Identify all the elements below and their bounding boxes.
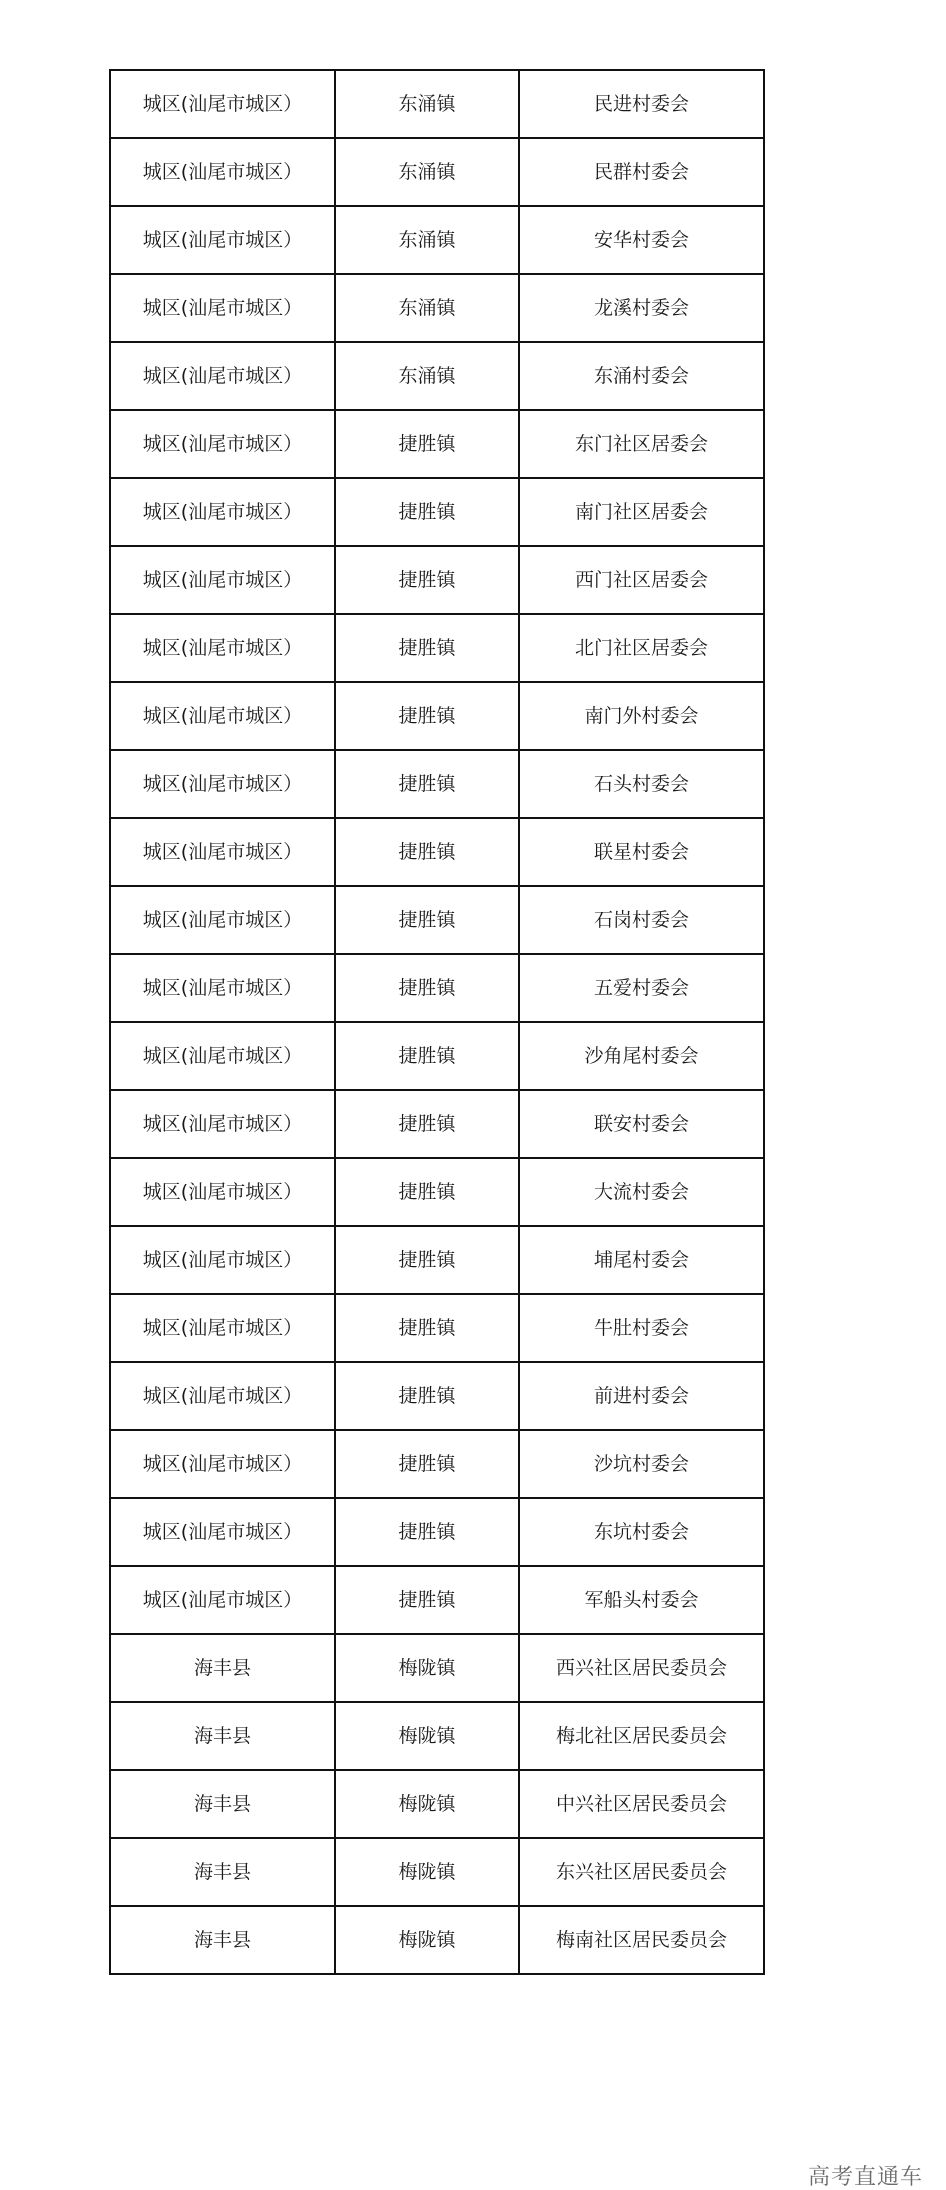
town-cell: 东涌镇	[335, 274, 519, 342]
district-cell: 城区(汕尾市城区）	[110, 546, 335, 614]
committee-cell: 东涌村委会	[519, 342, 764, 410]
table-row	[110, 70, 764, 138]
town-cell: 捷胜镇	[335, 750, 519, 818]
town-cell: 梅陇镇	[335, 1906, 519, 1974]
town-cell: 捷胜镇	[335, 614, 519, 682]
table-row	[110, 1702, 764, 1770]
town-cell: 捷胜镇	[335, 1022, 519, 1090]
district-cell: 城区(汕尾市城区）	[110, 682, 335, 750]
district-cell: 城区(汕尾市城区）	[110, 818, 335, 886]
town-cell: 捷胜镇	[335, 1566, 519, 1634]
committee-cell: 西兴社区居民委员会	[519, 1634, 764, 1702]
town-cell: 捷胜镇	[335, 1430, 519, 1498]
town-cell: 捷胜镇	[335, 1090, 519, 1158]
committee-cell: 沙坑村委会	[519, 1430, 764, 1498]
town-cell: 捷胜镇	[335, 954, 519, 1022]
district-cell: 海丰县	[110, 1702, 335, 1770]
district-cell: 城区(汕尾市城区）	[110, 1498, 335, 1566]
committee-cell: 南门外村委会	[519, 682, 764, 750]
committee-cell: 民进村委会	[519, 70, 764, 138]
district-cell: 城区(汕尾市城区）	[110, 1294, 335, 1362]
table-row	[110, 410, 764, 478]
committee-cell: 前进村委会	[519, 1362, 764, 1430]
committee-cell: 埔尾村委会	[519, 1226, 764, 1294]
district-cell: 海丰县	[110, 1770, 335, 1838]
table-row	[110, 1090, 764, 1158]
district-cell: 城区(汕尾市城区）	[110, 1158, 335, 1226]
town-cell: 梅陇镇	[335, 1770, 519, 1838]
town-cell: 捷胜镇	[335, 1498, 519, 1566]
table-row	[110, 750, 764, 818]
town-cell: 捷胜镇	[335, 1226, 519, 1294]
table-row	[110, 274, 764, 342]
town-cell: 东涌镇	[335, 206, 519, 274]
table-body	[110, 70, 764, 1974]
district-cell: 城区(汕尾市城区）	[110, 138, 335, 206]
district-cell: 城区(汕尾市城区）	[110, 614, 335, 682]
town-cell: 捷胜镇	[335, 1294, 519, 1362]
table-row	[110, 886, 764, 954]
committee-cell: 梅北社区居民委员会	[519, 1702, 764, 1770]
district-cell: 城区(汕尾市城区）	[110, 1430, 335, 1498]
district-cell: 海丰县	[110, 1838, 335, 1906]
table-row	[110, 1634, 764, 1702]
town-cell: 东涌镇	[335, 70, 519, 138]
committee-cell: 牛肚村委会	[519, 1294, 764, 1362]
committee-cell: 联星村委会	[519, 818, 764, 886]
committee-cell: 梅南社区居民委员会	[519, 1906, 764, 1974]
district-cell: 城区(汕尾市城区）	[110, 274, 335, 342]
table-row	[110, 1022, 764, 1090]
committee-cell: 安华村委会	[519, 206, 764, 274]
district-cell: 城区(汕尾市城区）	[110, 750, 335, 818]
committee-cell: 石岗村委会	[519, 886, 764, 954]
town-cell: 捷胜镇	[335, 886, 519, 954]
town-cell: 捷胜镇	[335, 1158, 519, 1226]
committee-cell: 西门社区居委会	[519, 546, 764, 614]
table-row	[110, 1362, 764, 1430]
committee-cell: 民群村委会	[519, 138, 764, 206]
district-cell: 城区(汕尾市城区）	[110, 1022, 335, 1090]
committee-cell: 石头村委会	[519, 750, 764, 818]
committee-cell: 五爱村委会	[519, 954, 764, 1022]
district-cell: 城区(汕尾市城区）	[110, 1226, 335, 1294]
table-row	[110, 1226, 764, 1294]
table-row	[110, 954, 764, 1022]
village-list-table	[109, 69, 765, 1975]
table-row	[110, 818, 764, 886]
district-cell: 城区(汕尾市城区）	[110, 1566, 335, 1634]
town-cell: 东涌镇	[335, 138, 519, 206]
district-cell: 城区(汕尾市城区）	[110, 478, 335, 546]
town-cell: 东涌镇	[335, 342, 519, 410]
town-cell: 捷胜镇	[335, 682, 519, 750]
table-row	[110, 138, 764, 206]
committee-cell: 北门社区居委会	[519, 614, 764, 682]
table-row	[110, 1430, 764, 1498]
town-cell: 梅陇镇	[335, 1838, 519, 1906]
table-row	[110, 1838, 764, 1906]
table-row	[110, 1498, 764, 1566]
table-row	[110, 1566, 764, 1634]
town-cell: 捷胜镇	[335, 478, 519, 546]
table-row	[110, 1158, 764, 1226]
town-cell: 捷胜镇	[335, 818, 519, 886]
town-cell: 梅陇镇	[335, 1634, 519, 1702]
committee-cell: 沙角尾村委会	[519, 1022, 764, 1090]
town-cell: 捷胜镇	[335, 546, 519, 614]
committee-cell: 东兴社区居民委员会	[519, 1838, 764, 1906]
town-cell: 梅陇镇	[335, 1702, 519, 1770]
table-row	[110, 546, 764, 614]
committee-cell: 中兴社区居民委员会	[519, 1770, 764, 1838]
district-cell: 城区(汕尾市城区）	[110, 342, 335, 410]
district-cell: 海丰县	[110, 1906, 335, 1974]
committee-cell: 东坑村委会	[519, 1498, 764, 1566]
committee-cell: 军船头村委会	[519, 1566, 764, 1634]
town-cell: 捷胜镇	[335, 1362, 519, 1430]
committee-cell: 东门社区居委会	[519, 410, 764, 478]
table-row	[110, 1906, 764, 1974]
town-cell: 捷胜镇	[335, 410, 519, 478]
committee-cell: 联安村委会	[519, 1090, 764, 1158]
district-cell: 城区(汕尾市城区）	[110, 70, 335, 138]
district-cell: 城区(汕尾市城区）	[110, 1090, 335, 1158]
district-cell: 城区(汕尾市城区）	[110, 954, 335, 1022]
committee-cell: 南门社区居委会	[519, 478, 764, 546]
district-cell: 海丰县	[110, 1634, 335, 1702]
committee-cell: 龙溪村委会	[519, 274, 764, 342]
table-row	[110, 614, 764, 682]
committee-cell: 大流村委会	[519, 1158, 764, 1226]
watermark-text: 高考直通车	[808, 2165, 924, 2190]
table-row	[110, 1294, 764, 1362]
district-cell: 城区(汕尾市城区）	[110, 410, 335, 478]
table-row	[110, 342, 764, 410]
table-row	[110, 682, 764, 750]
table-row	[110, 1770, 764, 1838]
table-row	[110, 206, 764, 274]
district-cell: 城区(汕尾市城区）	[110, 206, 335, 274]
district-cell: 城区(汕尾市城区）	[110, 1362, 335, 1430]
district-cell: 城区(汕尾市城区）	[110, 886, 335, 954]
table-row	[110, 478, 764, 546]
